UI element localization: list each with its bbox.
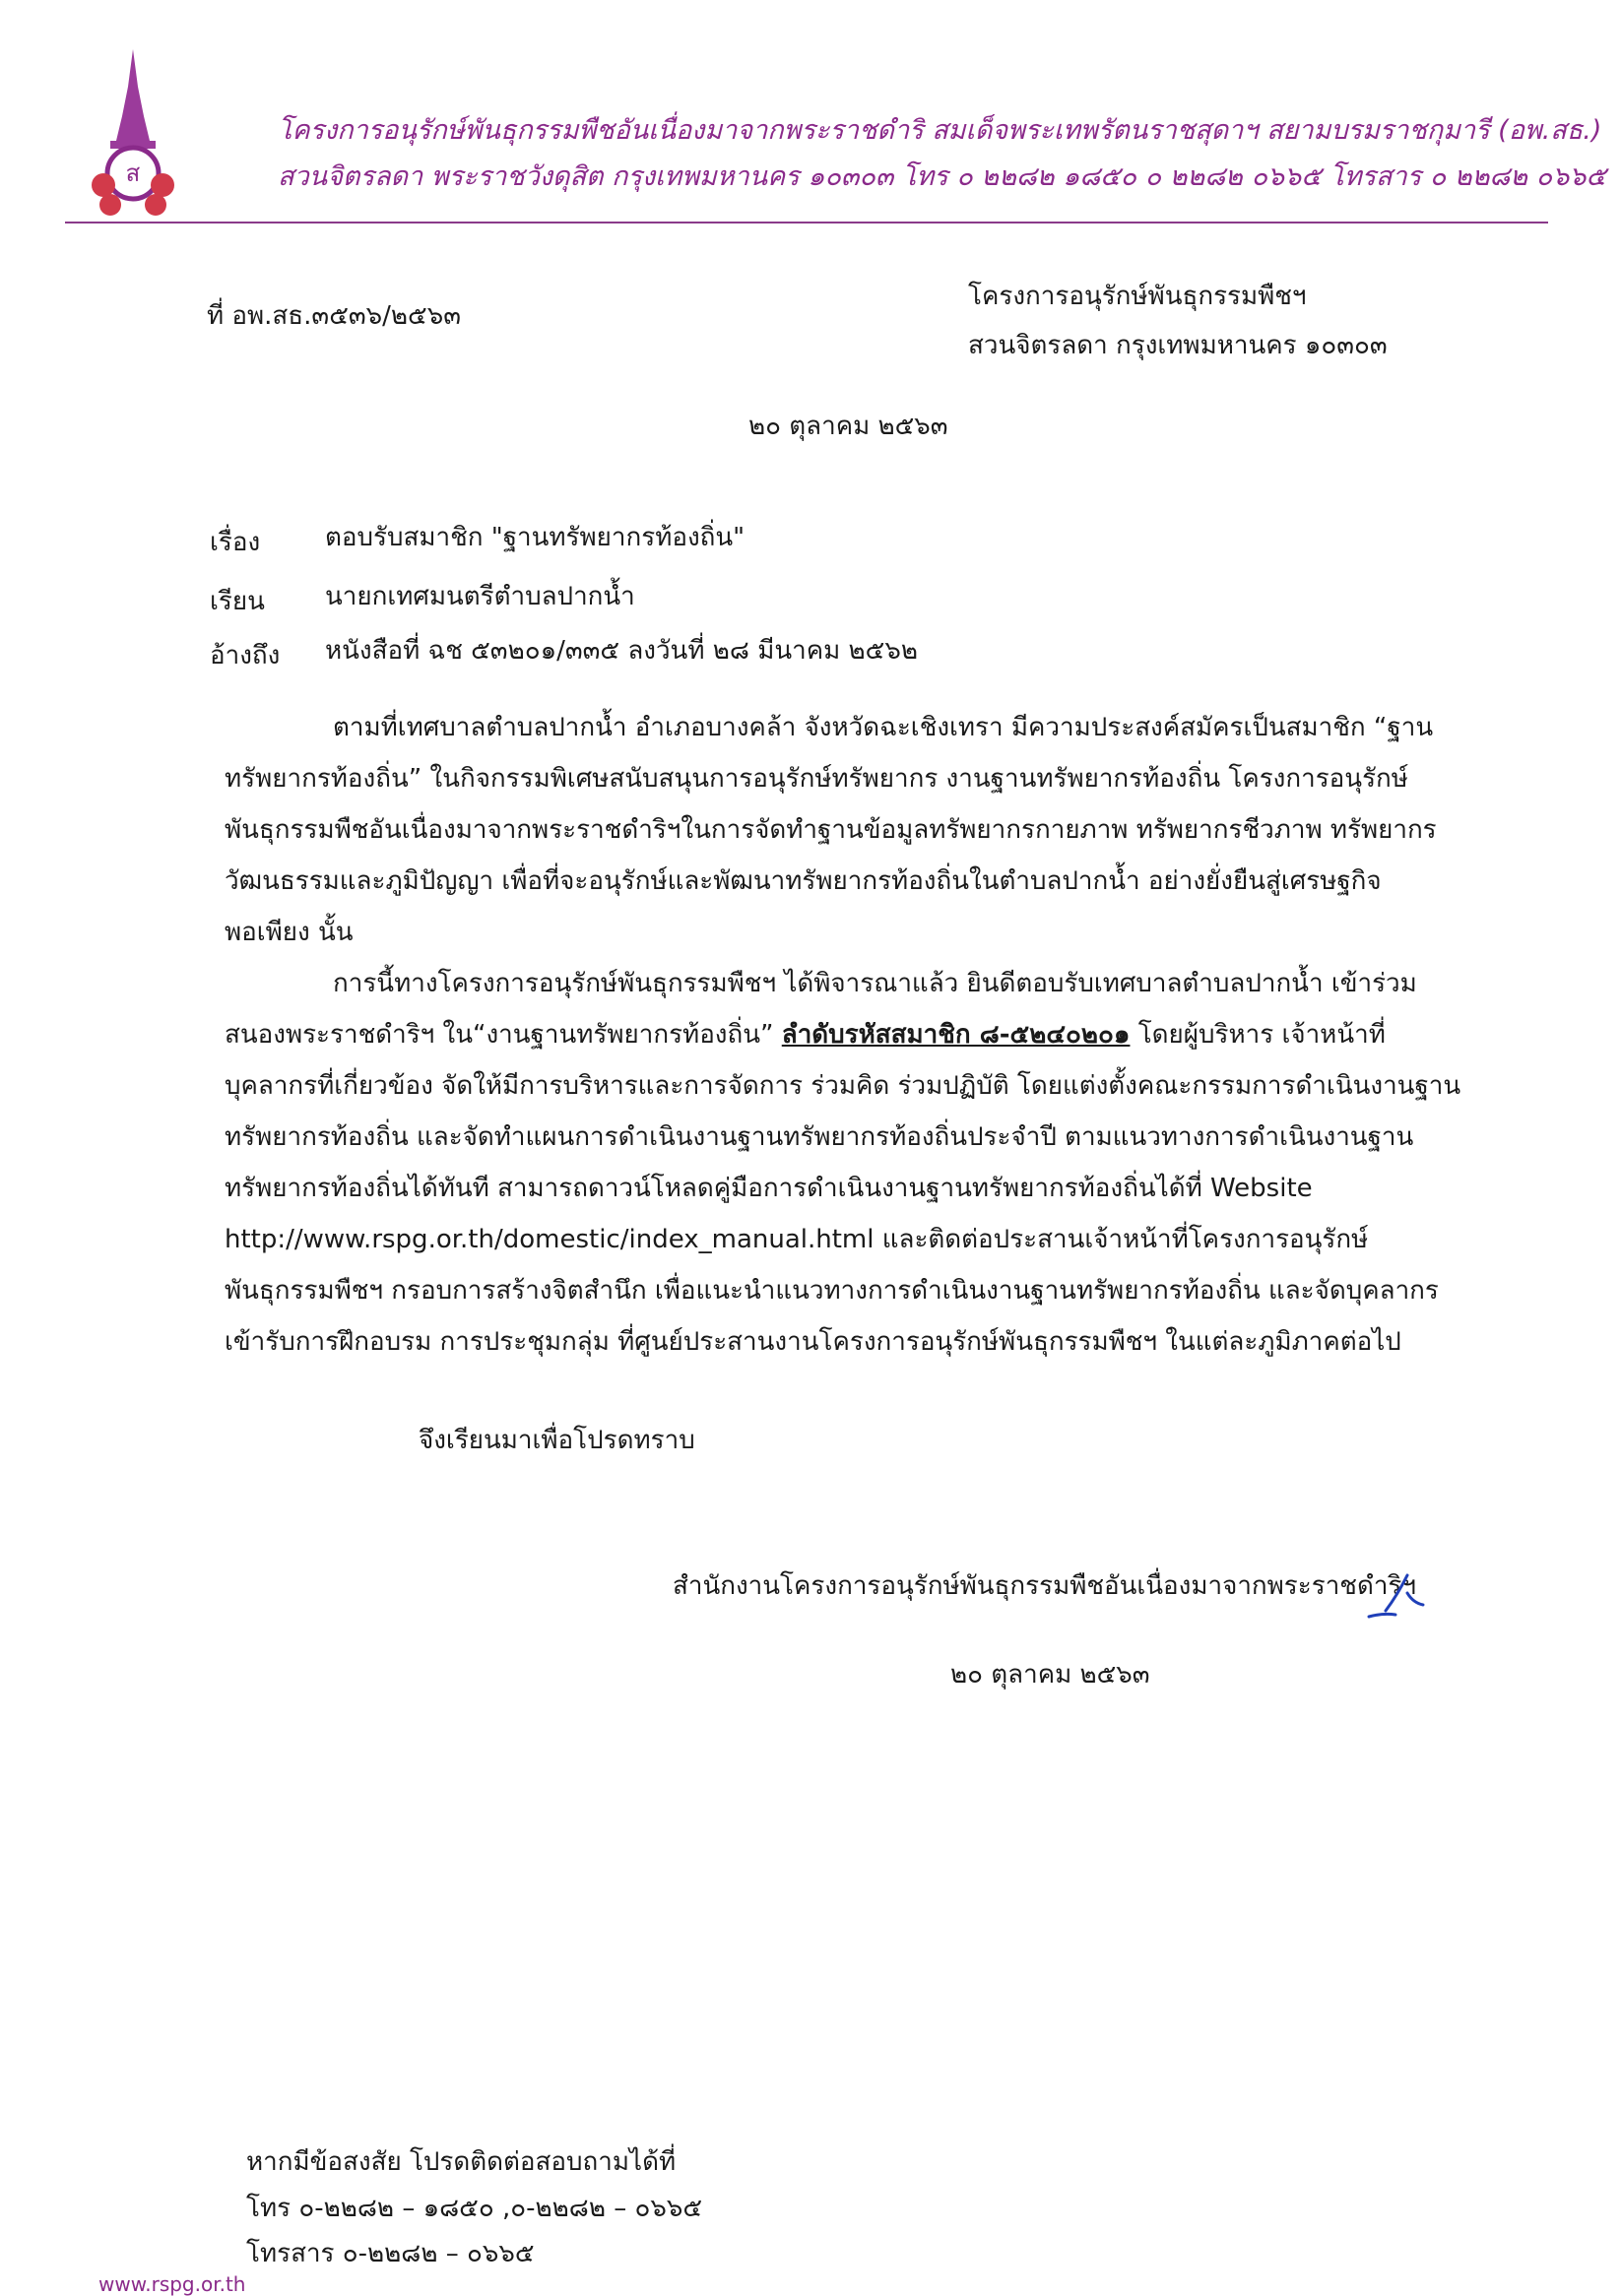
signature-office: สำนักงานโครงการอนุรักษ์พันธุกรรมพืชอันเนื่องมาจากพระราชดำริฯ (673, 1571, 1416, 1601)
letterhead-divider (65, 222, 1548, 223)
footer-website: www.rspg.or.th (98, 2272, 246, 2296)
para2-line-7: พันธุกรรมพืชฯ กรอบการสร้างจิตสำนึก เพื่อแนะนำแนวทางการดำเนินงานฐานทรัพยากรท้องถิ่น และจัดบุคลากร (225, 1276, 1439, 1306)
reference-label: อ้างถึง (210, 641, 281, 670)
para2-line-2 (225, 1014, 1386, 1054)
para2-line-8: เข้ารับการฝึกอบรม การประชุมกลุ่ม ที่ศูนย์ประสานงานโครงการอนุรักษ์พันธุกรรมพืชฯ ในแต่ละภูมิภาคต่อไป (225, 1327, 1401, 1357)
signature-date: ๒๐ ตุลาคม ๒๕๖๓ (950, 1660, 1150, 1690)
para1-line-4: วัฒนธรรมและภูมิปัญญา เพื่อที่จะอนุรักษ์และพัฒนาทรัพยากรท้องถิ่นในตำบลปากน้ำ อย่างยั่งยืนสู่เศรษฐกิจ (225, 866, 1382, 896)
svg-text:ส: ส (125, 159, 141, 187)
para1-line-5: พอเพียง นั้น (225, 918, 354, 947)
para2-line-2-a: สนองพระราชดำริฯ ใน“งานฐานทรัพยากรท้องถิ่น” (225, 1020, 774, 1050)
contact-line-1: หากมีข้อสงสัย โปรดติดต่อสอบถามได้ที่ (246, 2147, 677, 2177)
para2-line-2-c: โดยผู้บริหาร เจ้าหน้าที่ (1137, 1020, 1386, 1050)
subject-value: ตอบรับสมาชิก "ฐานทรัพยากรท้องถิ่น" (325, 523, 746, 552)
para1-line-3: พันธุกรรมพืชอันเนื่องมาจากพระราชดำริฯในการจัดทำฐานข้อมูลทรัพยากรกายภาพ ทรัพยากรชีวภาพ ทรัพยากร (225, 815, 1437, 845)
sender-line-2: สวนจิตรลดา กรุงเทพมหานคร ๑๐๓๐๓ (968, 331, 1388, 360)
para2-line-3: บุคลากรที่เกี่ยวข้อง จัดให้มีการบริหารและการจัดการ ร่วมคิด ร่วมปฏิบัติ โดยแต่งตั้งคณะกรรมการดำเนินงานฐาน (225, 1071, 1461, 1101)
sender-line-1: โครงการอนุรักษ์พันธุกรรมพืชฯ (968, 282, 1307, 311)
para2-line-4: ทรัพยากรท้องถิ่น และจัดทำแผนการดำเนินงานฐานทรัพยากรท้องถิ่นประจำปี ตามแนวทางการดำเนินงานฐาน (225, 1122, 1414, 1152)
manual-url-line: http://www.rspg.or.th/domestic/index_manual.html และติดต่อประสานเจ้าหน้าที่โครงการอนุรักษ์ (225, 1225, 1369, 1254)
contact-phone: โทร ๐-๒๒๘๒ – ๑๘๕๐ ,๐-๒๒๘๒ – ๐๖๖๕ (246, 2194, 703, 2223)
para1-line-2: ทรัพยากรท้องถิ่น” ในกิจกรรมพิเศษสนับสนุนการอนุรักษ์ทรัพยากร งานฐานทรัพยากรท้องถิ่น โครงการอนุรักษ์ (225, 764, 1408, 794)
reference-value: หนังสือที่ ฉช ๕๓๒๐๑/๓๓๕ ลงวันที่ ๒๘ มีนาคม ๒๕๖๒ (325, 636, 918, 666)
to-label: เรียน (210, 587, 265, 616)
contact-fax: โทรสาร ๐-๒๒๘๒ – ๐๖๖๕ (246, 2239, 535, 2268)
letterhead-line-2: สวนจิตรลดา พระราชวังดุสิต กรุงเทพมหานคร ๑๐๓๐๓ โทร ๐ ๒๒๘๒ ๑๘๕๐ ๐ ๒๒๘๒ ๐๖๖๕ โทรสาร ๐ ๒๒๘๒ ๐๖๖๕ (278, 161, 1606, 192)
para1-line-1: ตามที่เทศบาลตำบลปากน้ำ อำเภอบางคล้า จังหวัดฉะเชิงเทรา มีความประสงค์สมัครเป็นสมาชิก “ฐาน (333, 713, 1434, 742)
closing: จึงเรียนมาเพื่อโปรดทราบ (419, 1426, 695, 1455)
subject-label: เรื่อง (210, 528, 261, 557)
rspg-logo (89, 47, 177, 220)
letterhead-line-1: โครงการอนุรักษ์พันธุกรรมพืชอันเนื่องมาจากพระราชดำริ สมเด็จพระเทพรัตนราชสุดาฯ สยามบรมราชกุมารี (อพ.สธ.) (278, 115, 1602, 146)
para2-line-5: ทรัพยากรท้องถิ่นได้ทันที สามารถดาวน์โหลดคู่มือการดำเนินงานฐานทรัพยากรท้องถิ่นได้ที่ Website (225, 1174, 1313, 1203)
signature-mark (1364, 1565, 1433, 1625)
to-value: นายกเทศมนตรีตำบลปากน้ำ (325, 582, 635, 611)
letter-date: ๒๐ ตุลาคม ๒๕๖๓ (748, 412, 948, 441)
document-number: ที่ อพ.สธ.๓๕๓๖/๒๕๖๓ (207, 301, 462, 331)
para2-line-1: การนี้ทางโครงการอนุรักษ์พันธุกรรมพืชฯ ได้พิจารณาแล้ว ยินดีตอบรับเทศบาลตำบลปากน้ำ เข้าร่วม (333, 969, 1417, 998)
member-code: ลำดับรหัสสมาชิก ๘-๕๒๔๐๒๐๑ (781, 1020, 1131, 1050)
